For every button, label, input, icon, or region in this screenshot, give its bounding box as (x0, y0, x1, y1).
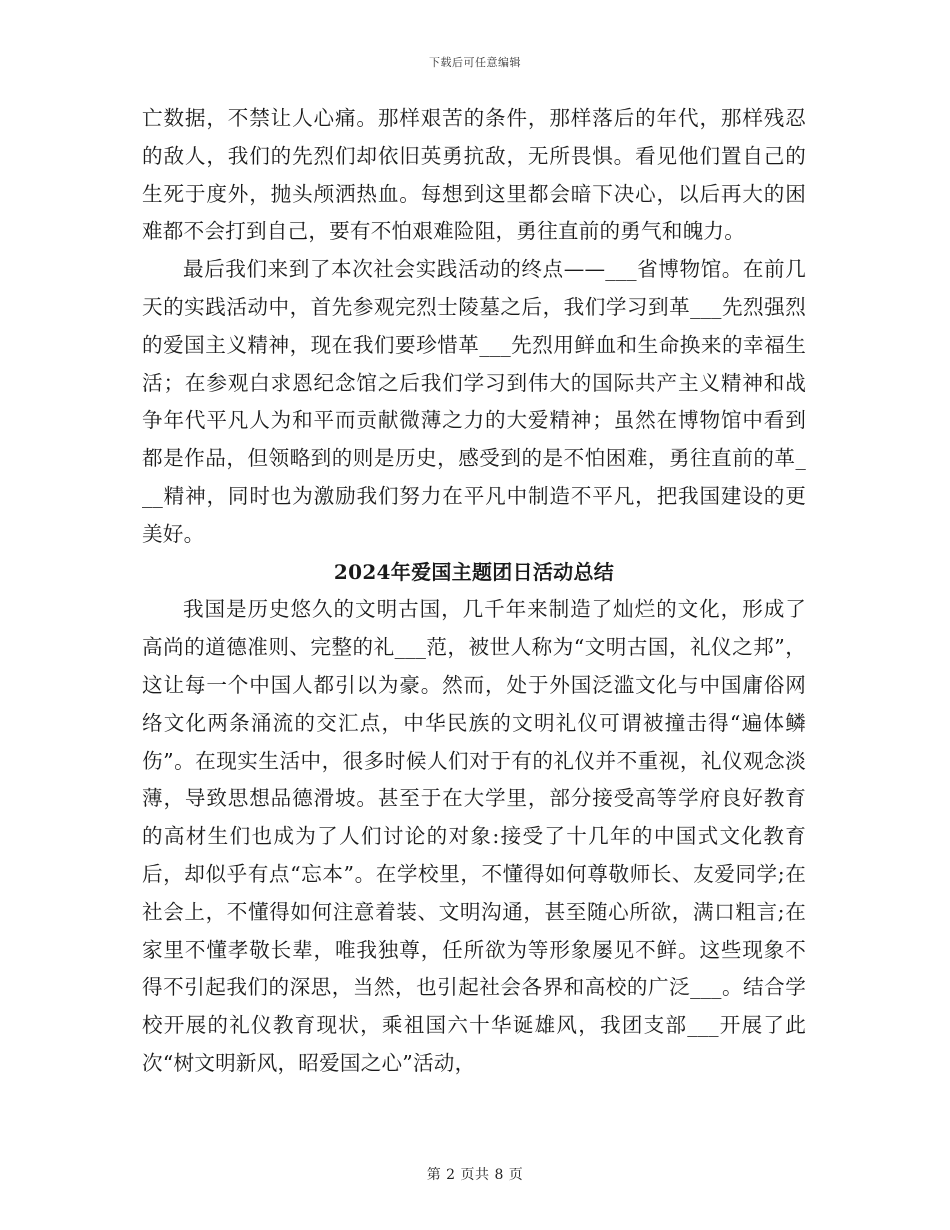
section-title: 2024年爱国主题团日活动总结 (333, 559, 615, 584)
page-number: 第 2 页共 8 页 (426, 1167, 524, 1183)
document-body (142, 100, 806, 1083)
paragraph-continuation: 亡数据，不禁让人心痛。那样艰苦的条件，那样落后的年代，那样残忍的敌人，我们的先烈们却依旧英勇抗敌，无所畏惧。看见他们置自己的生死于度外，抛头颅洒热血。每想到这里都会暗下决心，以后再大的困难都不会打到自己，要有不怕艰难险阻，勇往直前的勇气和魄力。 (142, 106, 806, 244)
paragraph-summary: 我国是历史悠久的文明古国，几千年来制造了灿烂的文化，形成了高尚的道德准则、完整的礼___范，被世人称为“文明古国，礼仪之邦”，这让每一个中国人都引以为豪。然而，处于外国泛滥文化与中国庸俗网络文化两条涌流的交汇点，中华民族的文明礼仪可谓被撞击得“遍体鳞伤”。在现实生活中，很多时候人们对于有的礼仪并不重视，礼仪观念淡薄，导致思想品德滑坡。甚至于在大学里，部分接受高等学府良好教育的高材生们也成为了人们讨论的对象:接受了十几年的中国式文化教育后，却似乎有点“忘本”。在学校里，不懂得如何尊敬师长、友爱同学;在社会上，不懂得如何注意着装、文明沟通，甚至随心所欲，满口粗言;在家里不懂孝敬长辈，唯我独尊，任所欲为等形象屡见不鲜。这些现象不得不引起我们的深思，当然，也引起社会各界和高校的广泛___。结合学校开展的礼仪教育现状，乘祖国六十华诞雄风，我团支部___开展了此次“树文明新风，昭爱国之心”活动， (142, 597, 806, 1075)
paragraph-museum-visit: 最后我们来到了本次社会实践活动的终点——___省博物馆。在前几天的实践活动中，首先参观完烈士陵墓之后，我们学习到革___先烈强烈的爱国主义精神，现在我们要珍惜革___先烈用鲜血和生命换来的幸福生活；在参观白求恩纪念馆之后我们学习到伟大的国际共产主义精神和战争年代平凡人为和平而贡献微薄之力的大爱精神；虽然在博物馆中看到都是作品，但领略到的则是历史，感受到的是不怕困难，勇往直前的革___精神，同时也为激励我们努力在平凡中制造不平凡，把我国建设的更美好。 (142, 257, 806, 546)
page-header: 下载后可任意编辑 (429, 56, 521, 69)
